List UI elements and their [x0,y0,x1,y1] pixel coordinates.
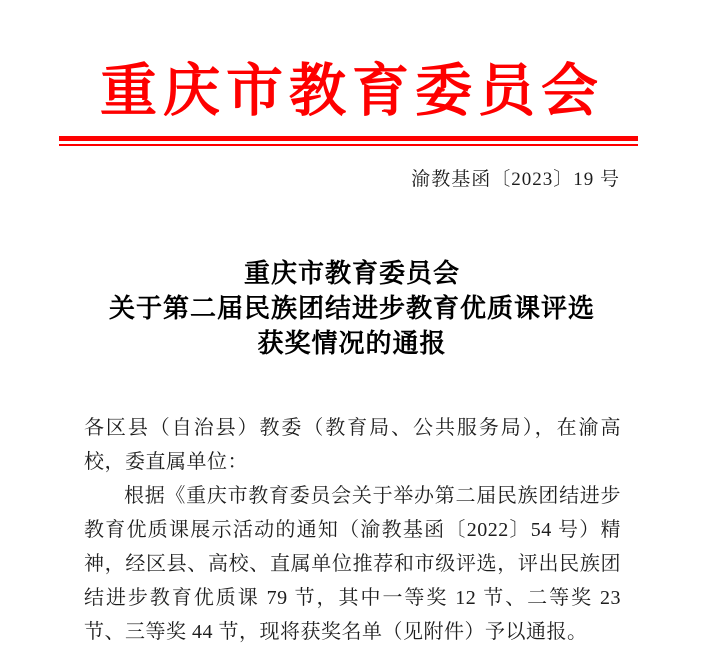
separator-thin-line [59,144,638,146]
document-title [0,256,704,361]
document-title-line-2: 关于第二届民族团结进步教育优质课评选 [108,294,595,323]
document-title-line-3: 获奖情况的通报 [257,329,447,358]
body-paragraph: 根据《重庆市教育委员会关于举办第二届民族团结进步教育优质课展示活动的通知（渝教基函〔2022〕54 号）精神，经区县、高校、直属单位推荐和市级评选，评出民族团结进步教育优质课 79 节，其中一等奖 12 节、二等奖 23 节、三等奖 44 节，现将获奖名单（见附件）予以通报。 [84,485,621,643]
separator-thick-line [59,136,638,141]
document-number: 渝教基函〔2023〕19 号 [411,169,620,190]
document-title-line-1: 重庆市教育委员会 [243,259,460,288]
letterhead-agency-title: 重庆市教育委员会 [100,60,604,123]
red-header-separator [59,136,638,146]
recipients-paragraph: 各区县（自治县）教委（教育局、公共服务局），在渝高校，委直属单位： [84,417,621,473]
document-body [84,411,621,649]
